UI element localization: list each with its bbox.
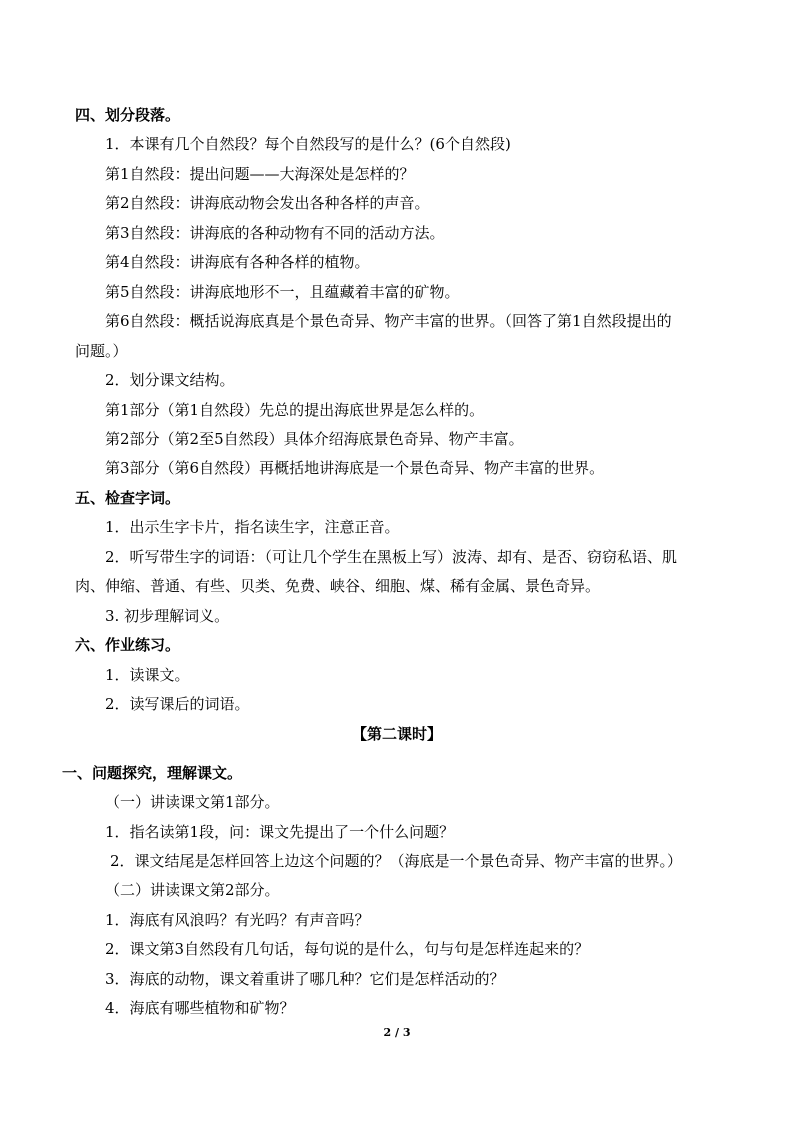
list-item: 1．出示生字卡片，指名读生字，注意正音。 xyxy=(105,518,400,536)
paragraph-line: 第6自然段：概括说海底真是个景色奇异、物产丰富的世界。（回答了第1自然段提出的 xyxy=(105,312,672,330)
question: 1．本课有几个自然段？每个自然段写的是什么？(6个自然段) xyxy=(105,135,511,153)
paragraph-line: 第2部分（第2至5自然段）具体介绍海底景色奇异、物产丰富。 xyxy=(105,430,524,448)
section-heading: 六、作业练习。 xyxy=(75,636,181,654)
paragraph-line: 问题。） xyxy=(75,342,128,360)
lesson-title: 【第二课时】 xyxy=(351,725,442,743)
paragraph-line: 第3部分（第6自然段）再概括地讲海底是一个景色奇异、物产丰富的世界。 xyxy=(105,459,605,477)
page-number: 2 / 3 xyxy=(383,1026,411,1039)
paragraph-line: 第2自然段：讲海底动物会发出各种各样的声音。 xyxy=(105,194,430,212)
paragraph-line: 第4自然段：讲海底有各种各样的植物。 xyxy=(105,253,370,271)
list-item: 3. 初步理解词义。 xyxy=(105,607,230,625)
paragraph-line: 第5自然段：讲海底地形不一，且蕴藏着丰富的矿物。 xyxy=(105,283,460,301)
question: 2．划分课文结构。 xyxy=(105,371,235,389)
list-item: 2．听写带生字的词语：（可让几个学生在黑板上写）波涛、却有、是否、窃窃私语、肌 xyxy=(105,548,678,566)
section-heading: 四、划分段落。 xyxy=(75,106,181,124)
question: 2．课文第3自然段有几句话，每句说的是什么，句与句是怎样连起来的？ xyxy=(105,940,590,958)
paragraph-line: 第3自然段：讲海底的各种动物有不同的活动方法。 xyxy=(105,224,445,242)
question: 4．海底有哪些植物和矿物？ xyxy=(105,999,295,1017)
question: 1．指名读第1段，问：课文先提出了一个什么问题？ xyxy=(105,823,455,841)
list-item: 2．读写课后的词语。 xyxy=(105,695,250,713)
question: 1．海底有风浪吗？有光吗？有声音吗？ xyxy=(105,911,370,929)
question: 3．海底的动物，课文着重讲了哪几种？它们是怎样活动的？ xyxy=(105,970,505,988)
paragraph-line: 第1部分（第1自然段）先总的提出海底世界是怎么样的。 xyxy=(105,401,485,419)
subheading: （一）讲读课文第1部分。 xyxy=(105,793,280,811)
list-item: 肉、伸缩、普通、有些、贝类、免费、峡谷、细胞、煤、稀有金属、景色奇异。 xyxy=(75,577,601,595)
section-heading: 五、检查字词。 xyxy=(75,489,181,507)
paragraph-line: 第1自然段：提出问题——大海深处是怎样的？ xyxy=(105,165,415,183)
list-item: 1．读课文。 xyxy=(105,666,190,684)
question: 2．课文结尾是怎样回答上边这个问题的？（海底是一个景色奇异、物产丰富的世界。） xyxy=(110,852,683,870)
section-heading: 一、问题探究，理解课文。 xyxy=(62,764,243,782)
subheading: （二）讲读课文第2部分。 xyxy=(105,881,280,899)
